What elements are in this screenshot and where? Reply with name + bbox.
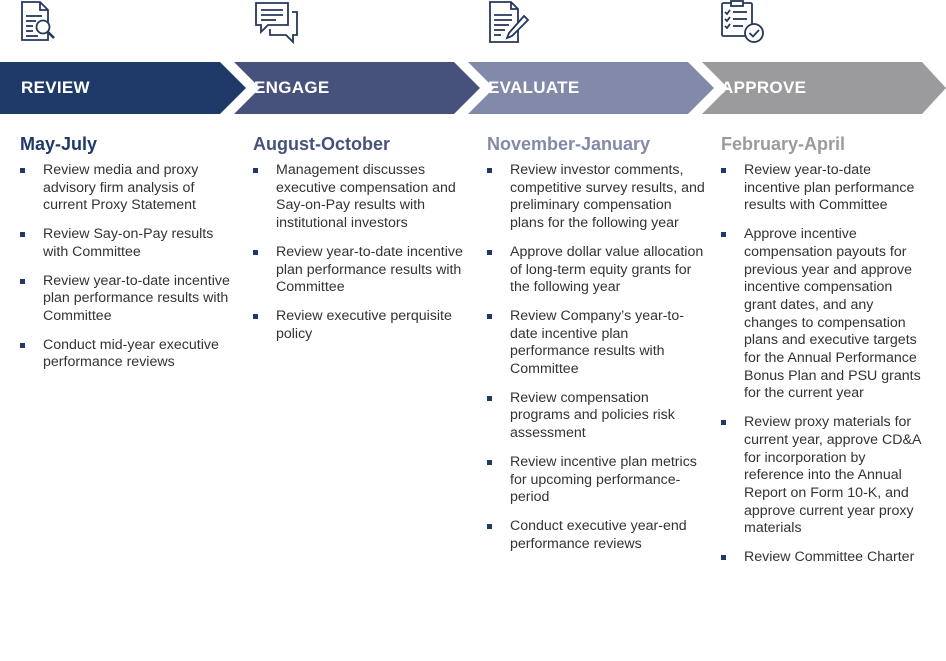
activity-item: Review compensation programs and policies risk assessment [487,390,705,443]
document-pencil-icon [487,0,531,44]
period-heading: August-October [253,134,390,154]
phase-column-approve [721,133,921,578]
activity-item: Approve dollar value allocation of long-term equity grants for the following year [487,244,705,297]
activity-item: Review investor comments, competitive survey results, and preliminary compensation plans for the following year [487,162,705,233]
chat-bubbles-icon [254,0,298,44]
activity-item: Review year-to-date incentive plan performance results with Committee [721,162,921,215]
activity-list [487,162,705,553]
activity-item: Review Committee Charter [721,549,921,567]
activity-item: Review Say-on-Pay results with Committee [20,226,238,261]
activity-item: Review year-to-date incentive plan performance results with Committee [253,244,473,297]
activity-list [20,162,238,372]
activity-item: Review year-to-date incentive plan performance results with Committee [20,273,238,326]
phase-label-evaluate: EVALUATE [488,78,580,97]
activity-item: Management discusses executive compensation and Say-on-Pay results with institutional investors [253,162,473,233]
activity-list [721,162,921,567]
period-heading: November-January [487,134,651,154]
document-search-icon [16,0,60,44]
phase-label-review: REVIEW [21,78,90,97]
activity-list [253,162,473,343]
activity-item: Review media and proxy advisory firm analysis of current Proxy Statement [20,162,238,215]
period-heading: May-July [20,134,98,154]
activity-item: Review incentive plan metrics for upcoming performance- period [487,454,705,507]
phase-column-evaluate [487,133,705,564]
phase-label-engage: ENGAGE [254,78,330,97]
activity-item: Conduct mid-year executive performance reviews [20,337,238,372]
activity-item: Review proxy materials for current year, approve CD&A for incorporation by reference into the Annual Report on Form 10-K, and approve current year proxy materials [721,414,921,538]
activity-item: Review executive perquisite policy [253,308,473,343]
activity-item: Conduct executive year-end performance reviews [487,518,705,553]
period-heading: February-April [721,134,846,154]
checklist-approve-icon [720,0,764,44]
activity-item: Review Company’s year-to-date incentive plan performance results with Committee [487,308,705,379]
phase-label-approve: APPROVE [721,78,807,97]
activity-item: Approve incentive compensation payouts for previous year and approve incentive compensation grant dates, and any changes to compensation plans and executive targets for the Annual Performance Bonus Plan and PSU grants for the current year [721,226,921,403]
phase-column-review [20,133,238,383]
phase-column-engage [253,133,473,354]
